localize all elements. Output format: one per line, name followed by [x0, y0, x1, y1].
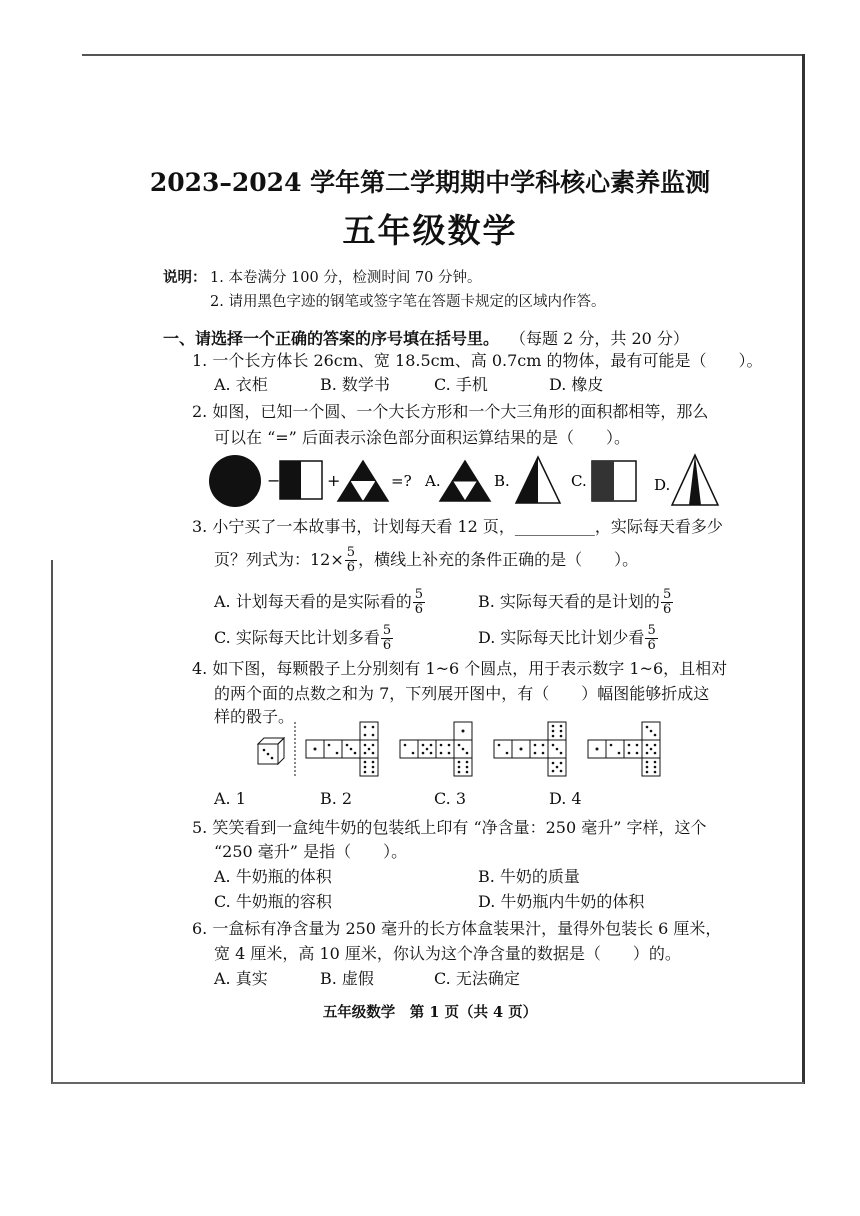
- scan-border-bottom: [52, 1082, 804, 1084]
- q2-line-2: 可以在 “=” 后面表示涂色部分面积运算结果的是（ ）。: [214, 428, 630, 447]
- die-net-1: [306, 722, 378, 776]
- q1-text: 1. 一个长方体长 26cm、宽 18.5cm、高 0.7cm 的物体，最有可能是（ ）。: [192, 351, 763, 370]
- q5-option-d: D. 牛奶瓶内牛奶的体积: [478, 892, 645, 911]
- q1-option-a: A. 衣柜: [214, 375, 268, 394]
- page-footer: 五年级数学 第 1 页（共 4 页）: [322, 1004, 538, 1021]
- q5-option-a: A. 牛奶瓶的体积: [214, 867, 332, 886]
- q3-line-2-pre: 页？列式为：12×: [214, 550, 344, 569]
- fraction-denominator: 6: [382, 638, 392, 653]
- plus-sign: +: [327, 471, 341, 490]
- minus-sign: −: [267, 471, 281, 490]
- scan-border-top: [82, 54, 804, 56]
- q3-option-d-text: D. 实际每天比计划少看: [478, 628, 645, 647]
- fraction-denominator: 6: [346, 560, 356, 575]
- q1-option-c: C. 手机: [434, 375, 488, 394]
- die-3d: [258, 738, 284, 764]
- q3-line-1: 3. 小宁买了一本故事书，计划每天看 12 页，__________，实际每天看多少: [192, 517, 723, 536]
- q2-option-c-label: C.: [571, 472, 587, 490]
- q3-line-2: [214, 546, 638, 575]
- q4-option-d: D. 4: [549, 789, 582, 808]
- q2-figure: [205, 452, 735, 514]
- q2-line-1: 2. 如图，已知一个圆、一个大长方形和一个大三角形的面积都相等，那么: [192, 402, 709, 421]
- fraction-numerator: 5: [346, 545, 356, 560]
- option-b-triangle: [516, 457, 560, 503]
- divided-triangle: [338, 461, 388, 501]
- q6-option-c: C. 无法确定: [434, 969, 520, 988]
- fraction-numerator: 5: [382, 623, 392, 638]
- die-net-3: [494, 722, 566, 776]
- q1-option-b: B. 数学书: [320, 375, 390, 394]
- equals-question: =?: [391, 472, 412, 490]
- circle-shape: [209, 455, 261, 507]
- fraction-numerator: 5: [414, 587, 424, 602]
- q1-option-d: D. 橡皮: [549, 375, 604, 394]
- option-d-triangle: [672, 455, 718, 505]
- q6-line-2: 宽 4 厘米，高 10 厘米，你认为这个净含量的数据是（ ）的。: [214, 944, 681, 963]
- fraction-denominator: 6: [662, 602, 672, 617]
- q4-option-c: C. 3: [434, 789, 467, 808]
- note-item-2: 2. 请用黑色字迹的钢笔或签字笔在答题卡规定的区域内作答。: [210, 294, 606, 310]
- q3-option-b-text: B. 实际每天看的是计划的: [478, 592, 660, 611]
- q4-option-a: A. 1: [214, 789, 246, 808]
- q5-option-c: C. 牛奶瓶的容积: [214, 892, 332, 911]
- notes-label: 说明：: [163, 269, 207, 286]
- q4-line-3: 样的骰子。: [214, 707, 295, 726]
- die-pips: [263, 725, 657, 774]
- exam-subtitle: 五年级数学: [342, 211, 518, 250]
- q2-option-d-label: D.: [654, 476, 671, 494]
- q3-option-d: [478, 624, 659, 653]
- q6-line-1: 6. 一盒标有净含量为 250 毫升的长方体盒装果汁，量得外包装长 6 厘米，: [192, 919, 722, 938]
- q3-option-b-fraction: [661, 588, 673, 617]
- note-item-1: 1. 本卷满分 100 分，检测时间 70 分钟。: [210, 270, 482, 286]
- q3-line-2-post: ，横线上补充的条件正确的是（ ）。: [358, 550, 639, 569]
- q3-option-c: [214, 624, 394, 653]
- section-scoring: （每题 2 分，共 20 分）: [510, 329, 689, 348]
- q4-line-2: 的两个面的点数之和为 7，下列展开图中，有（ ）幅图能够折成这: [214, 684, 710, 703]
- die-net-4: [588, 722, 660, 776]
- fraction-numerator: 5: [662, 587, 672, 602]
- half-shaded-rectangle: [280, 461, 322, 499]
- q3-fraction: [345, 546, 357, 575]
- q3-option-a: [214, 588, 426, 617]
- q4-option-b: B. 2: [320, 789, 353, 808]
- option-a-triangle: [440, 461, 490, 501]
- q3-option-a-fraction: [413, 588, 425, 617]
- q5-line-1: 5. 笑笑看到一盒纯牛奶的包装纸上印有 “净含量：250 毫升” 字样，这个: [192, 818, 707, 837]
- die-net-2: [400, 722, 472, 776]
- q3-option-c-text: C. 实际每天比计划多看: [214, 628, 380, 647]
- fraction-denominator: 6: [647, 638, 656, 653]
- q4-figure: [250, 720, 680, 782]
- fraction-numerator: 5: [647, 623, 656, 638]
- fraction-denominator: 6: [414, 602, 424, 617]
- q3-option-b: [478, 588, 674, 617]
- option-c-rectangle: [592, 461, 636, 501]
- q3-option-c-fraction: [381, 624, 393, 653]
- q3-option-a-text: A. 计划每天看的是实际看的: [214, 592, 412, 611]
- section-heading: 一、请选择一个正确的答案的序号填在括号里。: [163, 329, 500, 348]
- q6-option-b: B. 虚假: [320, 969, 374, 988]
- q5-line-2: “250 毫升” 是指（ ）。: [214, 842, 408, 861]
- q5-option-b: B. 牛奶的质量: [478, 867, 580, 886]
- q3-option-d-fraction: [645, 624, 657, 653]
- q2-option-b-label: B.: [494, 472, 510, 490]
- q4-line-1: 4. 如下图，每颗骰子上分别刻有 1~6 个圆点，用于表示数字 1~6，且相对: [192, 659, 728, 678]
- exam-title: 2023–2024 学年第二学期期中学科核心素养监测: [149, 168, 711, 197]
- q2-option-a-label: A.: [425, 472, 441, 490]
- q6-option-a: A. 真实: [214, 969, 268, 988]
